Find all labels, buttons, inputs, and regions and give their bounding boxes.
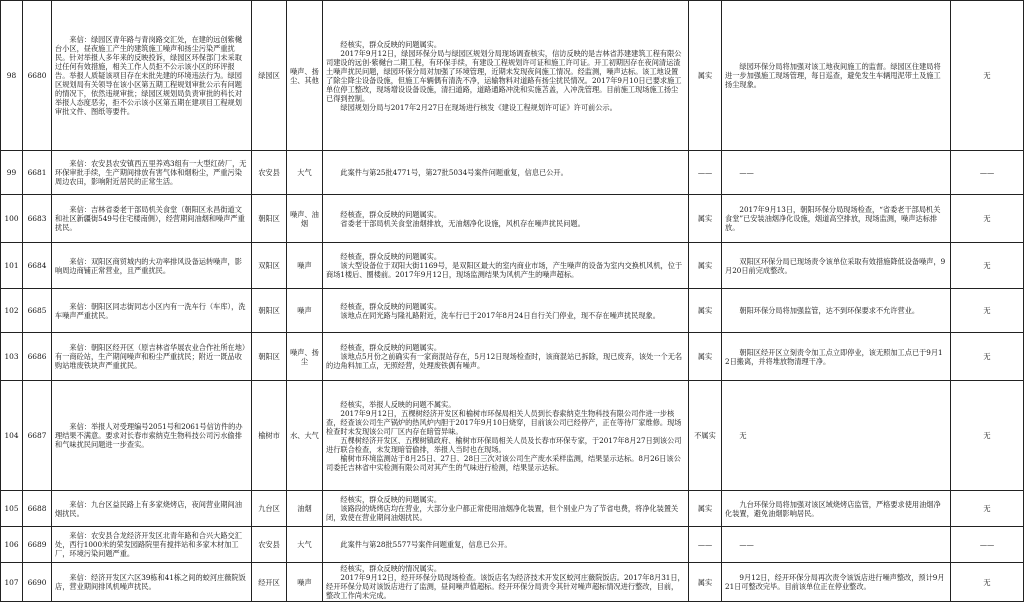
findings-paragraph: 经核查，群众反映的问题属实。 <box>340 209 442 219</box>
table-row <box>1 333 1024 381</box>
district-cell: 农安县 <box>252 151 287 195</box>
findings-cell <box>323 563 689 602</box>
row-number-cell: 106 <box>1 527 23 563</box>
handling-cell: 无 <box>722 381 951 491</box>
table-row <box>1 491 1024 527</box>
complaint-cell: 来信：朝阳区经开区（原吉林省华展农业合作社所在地）有一商砼站，生产期间噪声和粉尘严重扰民；附近一既品收购站堆废铁块声严重扰民。 <box>52 333 252 381</box>
accountability-cell: 无 <box>951 491 1024 527</box>
verdict-cell: 属实 <box>689 289 722 333</box>
complaint-cell: 来信：绿园区青年路与青岗路交汇处，在建的远创紫樾台小区，昼夜施工产生的建筑施工噪声和扬尘污染严重扰民。针对举报人多年来的反映投诉，绿园区环保部门未采取过任何有效措施，相关工作人员拒不公示该小区的环评报告。举报人质疑该项目存在未批先建的环境违法行为。绿园区规划局有关领导在该小区第五期工程规划审批公示有问题的情况下，依然违规审批；绿园区规划局负责审批的科长对举报人态度恶劣，拒不公示该小区第五期在建项目工程规划审批文件、图纸等要件。 <box>52 1 252 151</box>
pollution-type-cell: 噪声、扬尘 <box>287 333 323 381</box>
table-row <box>1 195 1024 243</box>
case-id-cell: 6687 <box>23 381 52 491</box>
accountability-cell: 无 <box>951 563 1024 602</box>
findings-paragraph: 2017年9月12日，经开环保分局现场检查。该饭店名为经济技术开发区蛟河庄薇院饭店。2017年8月31日，经开环保分局对该饭店进行了监测，昼间噪声值超标。经开环保分局责令其针对噪声超标情况进行整改，目前，整改工作尚未完成。 <box>326 573 685 600</box>
handling-cell: 九台环保分局将加强对该区域烧烤店监管，严格要求使用油烟净化装置，避免油烟影响居民。 <box>722 491 951 527</box>
district-cell: 朝阳区 <box>252 195 287 243</box>
district-cell: 朝阳区 <box>252 289 287 333</box>
accountability-cell: —— <box>951 527 1024 563</box>
findings-paragraph: 此案件与第25批4771号，第27批5034号案件问题重复，信息已公开。 <box>340 168 568 177</box>
findings-paragraph: 该大型设备位于双阳大街1169号，是双阳区最大的室内商业市场，产生噪声的设备为室内交换机风机，位于商场1楼后、圈楼前。2017年9月12日，现场监测结果为风机产生的噪声超标。 <box>326 261 683 279</box>
case-id-cell: 6684 <box>23 243 52 289</box>
pollution-type-cell: 噪声 <box>287 563 323 602</box>
findings-cell <box>323 527 689 563</box>
case-id-cell: 6685 <box>23 289 52 333</box>
pollution-type-cell: 油烟 <box>287 491 323 527</box>
findings-cell <box>323 243 689 289</box>
pollution-type-cell: 噪声、扬尘、其他 <box>287 1 323 151</box>
handling-cell: 朝阳区经开区立刻责令加工点立即停业，该无照加工点已于9月12日搬离，并将堆放物清理干净。 <box>722 333 951 381</box>
table-row <box>1 381 1024 491</box>
district-cell: 朝阳区 <box>252 333 287 381</box>
findings-paragraph: 2017年9月12日，五棵树经济开发区和榆树市环保局相关人员到长春索纳克生物科技有限公司作进一步核查，经查该公司生产锅炉的热风炉内胆于2017年9月10日烧穿，目前该公司已经停产，正在等待厂家维修。现场检查时未发现该公司厂区内存在暗管异味。 <box>326 408 682 436</box>
findings-paragraph: 该地点5月份之前确实有一家商混站存在，5月12日现场检查时，该商混站已拆除，现已废弃，该处一个无名的边角料加工点，无照经营，处理废铁偶有噪声。 <box>326 352 683 370</box>
verdict-cell: 属实 <box>689 333 722 381</box>
row-number-cell: 107 <box>1 563 23 602</box>
pollution-type-cell: 噪声 <box>287 243 323 289</box>
case-id-cell: 6686 <box>23 333 52 381</box>
complaint-cell: 来信：农安县合龙经济开发区北青年路和合兴大路交汇处，西行1000米的荣发园路院里有搅拌站和多家木材加工厂，环境污染问题严重。 <box>52 527 252 563</box>
table-row <box>1 243 1024 289</box>
verdict-cell: 属实 <box>689 195 722 243</box>
pollution-type-cell: 大气 <box>287 151 323 195</box>
case-id-cell: 6681 <box>23 151 52 195</box>
pollution-type-cell: 噪声、油烟 <box>287 195 323 243</box>
complaint-cell: 来信：举报人对受理编号2051号和2061号信访件的办理结果不满意。要求对长春市索纳克生物科技公司污水偷排和气味扰民问题进一步查实。 <box>52 381 252 491</box>
accountability-cell: 无 <box>951 333 1024 381</box>
district-cell: 经开区 <box>252 563 287 602</box>
verdict-cell: 属实 <box>689 563 722 602</box>
findings-cell <box>323 1 689 151</box>
table-row <box>1 527 1024 563</box>
table-body <box>1 1 1024 602</box>
findings-paragraph: 省委老干部局机关食堂油烟排放，无油烟净化设施，风机存在噪声扰民问题。 <box>340 218 585 228</box>
case-id-cell: 6689 <box>23 527 52 563</box>
complaint-cell: 来信：农安县农安镇西五里养鸡3组有一大型红砖厂，无环保审批手续，生产期间排放有害气体和烟粉尘，严重污染周边农田，影响附近居民的正常生活。 <box>52 151 252 195</box>
verdict-cell: —— <box>689 151 722 195</box>
findings-cell <box>323 381 689 491</box>
row-number-cell: 103 <box>1 333 23 381</box>
pollution-type-cell: 大气 <box>287 527 323 563</box>
row-number-cell: 104 <box>1 381 23 491</box>
accountability-cell: 无 <box>951 1 1024 151</box>
handling-cell: 绿园环保分局将加强对该工地夜间施工的监督。绿园区住建局将进一步加强施工现场管理，每日巡查，避免发生车辆甩泥带土及施工扬尘现象。 <box>722 1 951 151</box>
complaint-cell: 来信：吉林省委老干部局机关食堂（朝阳区永昌街道文和社区新疆街549号住宅楼南侧），经营期间油烟和噪声严重扰民。 <box>52 195 252 243</box>
row-number-cell: 99 <box>1 151 23 195</box>
accountability-cell: 无 <box>951 381 1024 491</box>
verdict-cell: 属实 <box>689 243 722 289</box>
findings-paragraph: 该地点在同光路与隆礼路附近，洗车行已于2017年8月24日自行关门停业，现不存在噪声扰民现象。 <box>340 310 660 320</box>
findings-paragraph: 2017年9月12日，绿园环保分局与绿园区规划分局现场调查核实，信访反映的是吉林省苏建建筑工程有限公司建设的远创·紫樾台二期工程，有环保手续，有建设工程规划许可证和施工许可证。开工初期因存在夜间清运渣土噪声扰民问题，绿园环保分局对加强了环境管理，近期未发现夜间施工情况。经监测，噪声达标。该工地设置了除尘降尘设备设施，但施工车辆偶有清洗不净，运输物料对道路有扬尘扰民情况。2017年9月10日已要求施工单位停工整改，现场增设设备设施，清扫道路，道路通路冲洗和实施苫盖，入冲洗管理。目前施工现场施工扬尘已得到控制。 <box>326 48 682 103</box>
district-cell: 绿园区 <box>252 1 287 151</box>
findings-cell <box>323 151 689 195</box>
table-row <box>1 151 1024 195</box>
complaint-cell: 来信：朝阳区同志街同志小区内有一洗车行（车库），洗车噪声严重扰民。 <box>52 289 252 333</box>
handling-cell: —— <box>722 527 951 563</box>
accountability-cell: —— <box>951 151 1024 195</box>
verdict-cell: 属实 <box>689 1 722 151</box>
handling-cell: 9月12日，经开环保分局再次责令该饭店进行噪声整改，预计9月21日可整改完毕。目前该单位正在停业整改。 <box>722 563 951 602</box>
handling-cell: 双阳区环保分局已现场责令该单位采取有效措施降低设备噪声，9月20日前完成整改。 <box>722 243 951 289</box>
case-id-cell: 6690 <box>23 563 52 602</box>
district-cell: 九台区 <box>252 491 287 527</box>
findings-paragraph: 经核查，群众反映的问题属实。 <box>340 343 442 352</box>
findings-cell <box>323 289 689 333</box>
case-id-cell: 6683 <box>23 195 52 243</box>
row-number-cell: 98 <box>1 1 23 151</box>
findings-paragraph: 经核实，群众反映的问题属实。 <box>340 39 442 49</box>
findings-paragraph: 经核实，举报人反映的问题不属实。 <box>340 399 456 409</box>
pollution-type-cell: 噪声 <box>287 289 323 333</box>
handling-cell: 朝阳环保分局将加强监管，达不到环保要求不允许营业。 <box>722 289 951 333</box>
verdict-cell: —— <box>689 527 722 563</box>
findings-paragraph: 绿园规划分局与2017年2月27日在现场进行核发《建设工程规划许可证》许可前公示。 <box>340 102 617 112</box>
district-cell: 榆树市 <box>252 381 287 491</box>
findings-paragraph: 五棵树经济开发区、五棵树镇政府、榆树市环保局相关人员及长春市环保专家，于2017年8月27日到该公司进行联合检查，未发现暗管偷排，举报人当时也在现场。 <box>326 435 682 454</box>
findings-cell <box>323 333 689 381</box>
district-cell: 双阳区 <box>252 243 287 289</box>
row-number-cell: 105 <box>1 491 23 527</box>
table-row <box>1 289 1024 333</box>
complaint-cell: 来信：经济开发区六区39栋和41栋之间的蛟河庄薇院饭店，营业期间排风机噪声扰民。 <box>52 563 252 602</box>
findings-cell <box>323 195 689 243</box>
complaint-cell: 来信：九台区益民路上有多家烧烤店，夜间营业期间油烟扰民。 <box>52 491 252 527</box>
complaint-cell: 来信：双阳区商贸城内的大功率排风设备运转噪声，影响周边商铺正常营业，且严重扰民。 <box>52 243 252 289</box>
accountability-cell: 无 <box>951 243 1024 289</box>
findings-paragraph: 经核查，群众反映的问题属实。 <box>340 301 442 311</box>
pollution-type-cell: 水、大气 <box>287 381 323 491</box>
row-number-cell: 100 <box>1 195 23 243</box>
handling-cell: 2017年9月13日，朝阳环保分局现场检查，“省委老干部局机关食堂”已安装油烟净化设施，烟道高空排放，现场监测，噪声达标排放。 <box>722 195 951 243</box>
findings-paragraph: 该路段的烧烤店均在营业，大部分业户都正常使用油烟净化装置，但个别业户为了节省电费，将净化装置关闭，致使在营业期间油烟扰民。 <box>326 504 679 522</box>
row-number-cell: 102 <box>1 289 23 333</box>
verdict-cell: 不属实 <box>689 381 722 491</box>
findings-cell <box>323 491 689 527</box>
case-id-cell: 6688 <box>23 491 52 527</box>
case-id-cell: 6680 <box>23 1 52 151</box>
verdict-cell: 属实 <box>689 491 722 527</box>
findings-paragraph: 榆树市环境监测站于8月25日、27日、28日三次对该公司生产废水采样监测，结果显示达标。8月26日该公司委托吉林省中实检测有限公司对其产生的气味进行检测，结果显示达标。 <box>326 453 681 472</box>
table-row <box>1 1 1024 151</box>
accountability-cell: 无 <box>951 195 1024 243</box>
table-row <box>1 563 1024 602</box>
findings-paragraph: 经核实，群众反映的问题属实。 <box>340 495 442 504</box>
findings-paragraph: 经核实，群众反映的情况属实。 <box>340 564 442 573</box>
district-cell: 农安县 <box>252 527 287 563</box>
handling-cell: —— <box>722 151 951 195</box>
findings-paragraph: 经核查，群众反映的问题属实。 <box>340 252 442 261</box>
row-number-cell: 101 <box>1 243 23 289</box>
accountability-cell: 无 <box>951 289 1024 333</box>
findings-paragraph: 此案件与第28批5577号案件问题重复，信息已公开。 <box>340 540 512 549</box>
